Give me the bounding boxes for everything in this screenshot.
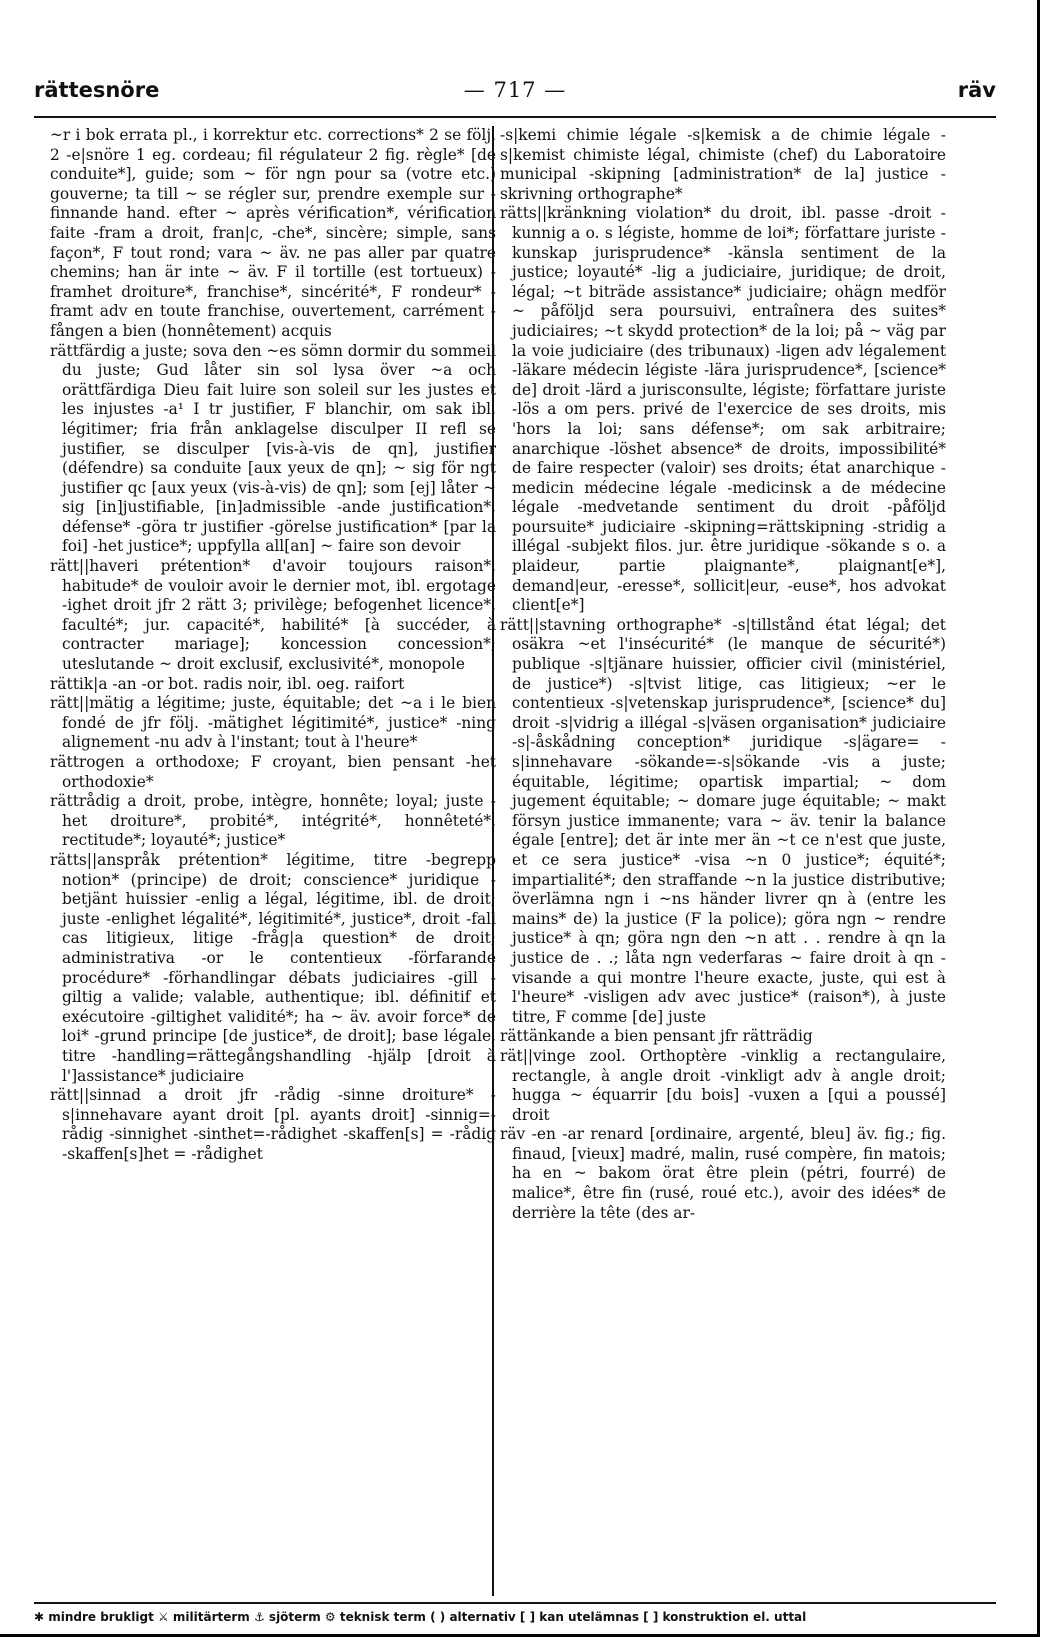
entry-rattsinnad: rätt||sinnad a droit jfr -rådig -sinne droiture* -s|innehavare ayant droit [pl. ayants droit] -sinnig=-rådig -sinnighet -sinthet=-rådighet -skaffen[s] = -rådig -skaffen[s]het = -rådighet [50,1086,496,1163]
entry-rattika: rättik|a -an -or bot. radis noir, ibl. oeg. raifort [50,674,405,693]
entry-rattskrankning: rätts||kränkning violation* du droit, ibl. passe -droit -kunnig a o. s légiste, homme de loi*; författare juriste -kunskap jurisprudence* -känsla sentiment de la justice; loyauté* -lig a judiciaire, juridique; de droit, légal; ~t biträde assistance* judiciaire; ohägn medför ~ påföljd sera poursuivi, entraînera des suites* judiciaires; ~t skydd protection* de la loi; på ~ väg par la voie judiciaire (des tribunaux) -ligen adv légalement -läkare médecin légiste -lära jurisprudence*, [science* de] droit -lärd a jurisconsulte, légiste; författare juriste -lös a om pers. privé de l'exercice de ses droits, mis 'hors la loi; sans défense*; om sak arbitraire; anarchique -löshet absence* de droits, impossibilité* de faire respecter (valoir) ses droits; état anarchique -medicin médecine légale -medicinsk a de médecine légale -medvetande sentiment du droit -påföljd poursuite* judiciaire -skipning=rättskipning -stridig a illégal -subjekt filos. jur. être juridique -sökande s o. a plaideur, partie plaignante*, plaignant[e*], demand|eur, -eresse*, sollicit|eur, -euse*, hos advokat client[e*] [500,204,946,615]
entry-rattskemi: -s|kemi chimie légale -s|kemisk a de chimie légale -s|kemist chimiste légal, chimiste (chef) du Laboratoire municipal -skipning [administration* de la] justice -skrivning orthographe* [500,126,946,203]
symbol-legend: ✱ mindre brukligt ⚔ militärterm ⚓ sjöterm ⚙ teknisk term ( ) alternativ [ ] kan utelämnas [ ] konstruktion el. uttal [34,1610,807,1624]
entry-rattsansprak: rätts||anspråk prétention* légitime, titre -begrepp notion* (principe) de droit; conscience* juridique -betjänt huissier -enlig a légal, légitime, ibl. de droit; juste -enlighet légalité*, légitimité*, justice*, droit -fall cas litigieux, litige -fråg|a question* de droit; administrativa -or le contentieux -förfarande procédure* -förhandlingar débats judiciaires -gill -giltig a valide; valable, authentique; ibl. définitif et exécutoire -giltighet validité*; ha ~ äv. avoir force* de loi* -grund principe [de justice*, de droit]; base légale, titre -handling=rättegångshandling -hjälp [droit à l']assistance* judiciaire [50,850,496,1085]
entry-rattesnore: ~r i bok errata pl., i korrektur etc. corrections* 2 se följ. 2 -e|snöre 1 eg. cordeau; fil régulateur 2 fig. règle* [de conduite*], guide; som ~ för ngn pour sa (votre etc.) gouverne; ta till ~ se régler sur, prendre exemple sur -finnande hand. efter ~ après vérification*, vérification faite -fram a droit, fran|c, -che*, sincère; simple, sans façon*, F tout rond; vara ~ äv. ne pas aller par quatre chemins; han är inte ~ äv. F il tortille (est tortueux) -framhet droiture*, franchise*, sincérité*, F rondeur* -framt adv en toute franchise, ouvertement, carrément -fången a bien (honnêtement) acquis [50,126,496,340]
column-divider [492,126,494,1596]
right-column [500,126,946,1223]
entry-ratthaveri: rätt||haveri prétention* d'avoir toujours raison*, habitude* de vouloir avoir le dernier mot, ibl. ergotage -ighet droit jfr 2 rätt 3; privilège; befogenhet licence*, faculté*; jur. capacité*, habilité* [à succéder, à contracter mariage]; koncession concession*; uteslutande ~ droit exclusif, exclusivité*, monopole [50,557,496,674]
footer-rule [34,1602,996,1604]
entry-ratvinge: rät||vinge zool. Orthoptère -vinklig a rectangulaire, rectangle, à angle droit -vinkligt adv à angle droit; hugga ~ équarrir [du bois] -vuxen a [qui a poussé] droit [500,1046,946,1124]
entry-rattmatig: rätt||mätig a légitime; juste, équitable; det ~a i le bien fondé de jfr följ. -mätighet légitimité*, justice* -ning alignement -nu adv à l'instant; tout à l'heure* [50,694,496,752]
header-first-word: rättesnöre [34,78,160,102]
entry-rattrogen: rättrogen a orthodoxe; F croyant, bien pensant -het orthodoxie* [50,753,496,791]
entry-rattankande: rättänkande a bien pensant jfr rätträdig [500,1027,813,1046]
header-last-word: räv [957,78,996,102]
header-rule [34,116,996,118]
entry-rattfardig: rättfärdig a juste; sova den ~es sömn dormir du sommeil du juste; Gud låter sin sol lysa över ~a och orättfärdiga Dieu fait luire son soleil sur les justes et les injustes -a¹ I tr justifier, F blanchir, om sak ibl. légitimer; fria från anklagelse disculper II refl se justifier, se disculper [vis-à-vis de qn], justifier (défendre) sa conduite [aux yeux de qn]; ~ sig för ngt justifier qc [aux yeux (vis-à-vis) de qn]; som [ej] låter ~ sig [in]justifiable, [in]admissible -ande justification*, défense* -göra tr justifier -görelse justification* [par la foi] -het justice*; uppfylla all[an] ~ faire son devoir [50,341,496,556]
page-number: — 717 — [463,78,567,102]
entry-rattstavning: rätt||stavning orthographe* -s|tillstånd état légal; det osäkra ~et l'insécurité* (le manque de sécurité*) publique -s|tjänare huissier, officier civil (ministériel, de justice*) -s|tvist litige, cas litigieux; ~er le contentieux -s|vetenskap jurisprudence*, [science* du] droit -s|vidrig a illégal -s|väsen organisation* judiciaire -s|-åskådning conception* juridique -s|ägare= -s|innehavare -sökande=-s|sökande -vis a juste; équitable, légitime; opartisk impartial; ~ dom jugement équitable; ~ domare juge équitable; ~ makt försyn justice immanente; vara ~ äv. tenir la balance égale [entre]; det är inte mer än ~t ce n'est que juste, et ce sera justice* -visa ~n 0 justice*; équité*; impartialité*; den straffande ~n la justice distributive; överlämna ngn i ~ns händer livrer qn à (entre les mains* de) la justice (F la police); göra ngn ~ rendre justice* à qn; göra ngn den ~n att . . rendre à qn la justice de . .; låta ngn vederfaras ~ faire droit à qn -visande a qui montre l'heure exacte, juste, qui est à l'heure* -visligen adv avec justice* (raison*), à juste titre, F comme [de] juste [500,615,946,1026]
left-column [50,126,496,1164]
entry-rattradig: rättrådig a droit, probe, intègre, honnête; loyal; juste -het droiture*, probité*, intégrité*, honnêteté*, rectitude*; loyauté*; justice* [50,792,496,850]
page-header [34,78,996,108]
entry-rav: räv -en -ar renard [ordinaire, argenté, bleu] äv. fig.; fig. finaud, [vieux] madré, malin, rusé compère, fin matois; ha en ~ bakom örat être plein (pétri, fourré) de malice*, être fin (rusé, roué etc.), avoir des idées* de derrière la tête (des ar- [500,1125,946,1222]
